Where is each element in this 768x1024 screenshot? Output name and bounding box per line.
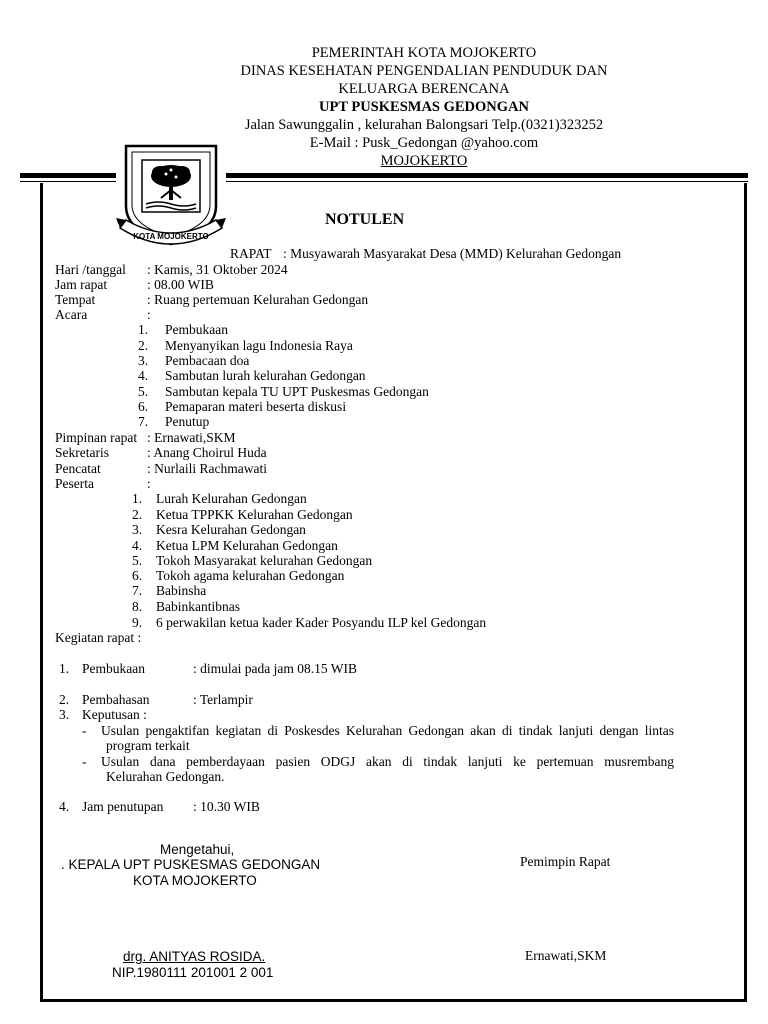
list-item: Ketua TPPKK Kelurahan Gedongan <box>156 507 353 522</box>
hari-label: Hari /tanggal <box>55 262 126 277</box>
peserta-label: Peserta <box>55 476 94 491</box>
rapat-value: : Musyawarah Masyarakat Desa (MMD) Kelurahan Gedongan <box>283 246 622 261</box>
letterhead-line-1: PEMERINTAH KOTA MOJOKERTO <box>311 45 537 61</box>
signature-right-position: Pemimpin Rapat <box>520 854 611 869</box>
sekretaris-value: : Anang Choirul Huda <box>147 445 267 460</box>
kegiatan-2-value: : Terlampir <box>193 692 253 707</box>
list-item-number: 1. <box>138 322 149 337</box>
tempat-value: : Ruang pertemuan Kelurahan Gedongan <box>147 292 369 307</box>
city-crest-icon <box>116 140 226 256</box>
letterhead-city: MOJOKERTO <box>380 153 468 169</box>
rapat-label: RAPAT <box>230 246 272 261</box>
list-item: Sambutan lurah kelurahan Gedongan <box>165 368 366 383</box>
list-item-number: 5. <box>132 553 143 568</box>
signature-left-city: KOTA MOJOKERTO <box>133 873 257 888</box>
list-item-number: 2. <box>138 338 149 353</box>
list-item: Kesra Kelurahan Gedongan <box>156 522 306 537</box>
pencatat-label: Pencatat <box>55 461 101 476</box>
letterhead-line-2: DINAS KESEHATAN PENGENDALIAN PENDUDUK DAN <box>240 63 608 79</box>
list-item: Lurah Kelurahan Gedongan <box>156 491 307 506</box>
list-item-number: 5. <box>138 384 149 399</box>
list-item-number: 2. <box>132 507 143 522</box>
list-item: 6 perwakilan ketua kader Kader Posyandu ILP kel Gedongan <box>156 615 487 630</box>
kegiatan-3-label: Keputusan : <box>82 707 147 722</box>
kegiatan-label: Kegiatan rapat : <box>55 630 142 645</box>
keputusan-item-line-1: Usulan dana pemberdayaan pasien ODGJ akan di tindak lanjuti ke pertemuan musrembang <box>101 754 674 769</box>
hari-value: : Kamis, 31 Oktober 2024 <box>147 262 288 277</box>
keputusan-item-line-1: Usulan pengaktifan kegiatan di Poskesdes Kelurahan Gedongan akan di tindak lanjuti dengan lintas <box>101 723 674 738</box>
bullet-dash: - <box>82 723 87 738</box>
list-item: Tokoh Masyarakat kelurahan Gedongan <box>156 553 373 568</box>
list-item-number: 1. <box>132 491 143 506</box>
pencatat-value: : Nurlaili Rachmawati <box>147 461 267 476</box>
list-item-number: 6. <box>132 568 143 583</box>
tempat-label: Tempat <box>55 292 96 307</box>
kegiatan-4-number: 4. <box>59 799 70 814</box>
kegiatan-1-value: : dimulai pada jam 08.15 WIB <box>193 661 357 676</box>
list-item: Ketua LPM Kelurahan Gedongan <box>156 538 338 553</box>
signature-left-position: . KEPALA UPT PUSKESMAS GEDONGAN <box>61 857 321 872</box>
list-item: Babinsha <box>156 583 207 598</box>
list-item-number: 7. <box>132 583 143 598</box>
peserta-colon: : <box>147 476 151 491</box>
jam-label: Jam rapat <box>55 277 108 292</box>
acara-colon: : <box>147 307 151 322</box>
letterhead <box>170 44 678 170</box>
list-item-number: 7. <box>138 414 149 429</box>
keputusan-item-line-2: program terkait <box>106 738 190 753</box>
list-item-number: 8. <box>132 599 143 614</box>
list-item-number: 3. <box>132 522 143 537</box>
kegiatan-3-number: 3. <box>59 707 70 722</box>
signature-right-name: Ernawati,SKM <box>525 948 607 963</box>
list-item: Sambutan kepala TU UPT Puskesmas Gedongan <box>165 384 429 399</box>
kegiatan-1-number: 1. <box>59 661 70 676</box>
kegiatan-2-label: Pembahasan <box>82 692 150 707</box>
letterhead-email: E-Mail : Pusk_Gedongan @yahoo.com <box>309 135 539 151</box>
kegiatan-1-label: Pembukaan <box>82 661 145 676</box>
svg-text:KOTA MOJOKERTO: KOTA MOJOKERTO <box>133 232 209 241</box>
list-item-number: 4. <box>132 538 143 553</box>
signature-left-nip: NIP.1980111 201001 2 001 <box>112 965 274 980</box>
bullet-dash: - <box>82 754 87 769</box>
list-item: Menyanyikan lagu Indonesia Raya <box>165 338 353 353</box>
list-item: Pembukaan <box>165 322 228 337</box>
list-item-number: 3. <box>138 353 149 368</box>
letterhead-institution: UPT PUSKESMAS GEDONGAN <box>318 99 529 115</box>
kegiatan-4-value: : 10.30 WIB <box>193 799 260 814</box>
document-title: NOTULEN <box>325 211 405 228</box>
list-item-number: 9. <box>132 615 143 630</box>
list-item: Pembacaan doa <box>165 353 250 368</box>
list-item: Penutup <box>165 414 210 429</box>
jam-value: : 08.00 WIB <box>147 277 214 292</box>
acara-label: Acara <box>55 307 88 322</box>
letterhead-address: Jalan Sawunggalin , kelurahan Balongsari Telp.(0321)323252 <box>244 117 604 133</box>
letterhead-line-3: KELUARGA BERENCANA <box>338 81 510 97</box>
list-item-number: 6. <box>138 399 149 414</box>
kegiatan-2-number: 2. <box>59 692 70 707</box>
list-item: Babinkantibnas <box>156 599 240 614</box>
kegiatan-4-label: Jam penutupan <box>82 799 164 814</box>
list-item: Tokoh agama kelurahan Gedongan <box>156 568 345 583</box>
signature-left-name: drg. ANITYAS ROSIDA. <box>123 949 266 964</box>
signature-left-mengetahui: Mengetahui, <box>160 842 235 857</box>
pimpinan-label: Pimpinan rapat <box>55 430 138 445</box>
list-item-number: 4. <box>138 368 149 383</box>
pimpinan-value: : Ernawati,SKM <box>147 430 236 445</box>
list-item: Pemaparan materi beserta diskusi <box>165 399 347 414</box>
keputusan-item-line-2: Kelurahan Gedongan. <box>106 769 225 784</box>
sekretaris-label: Sekretaris <box>55 445 109 460</box>
